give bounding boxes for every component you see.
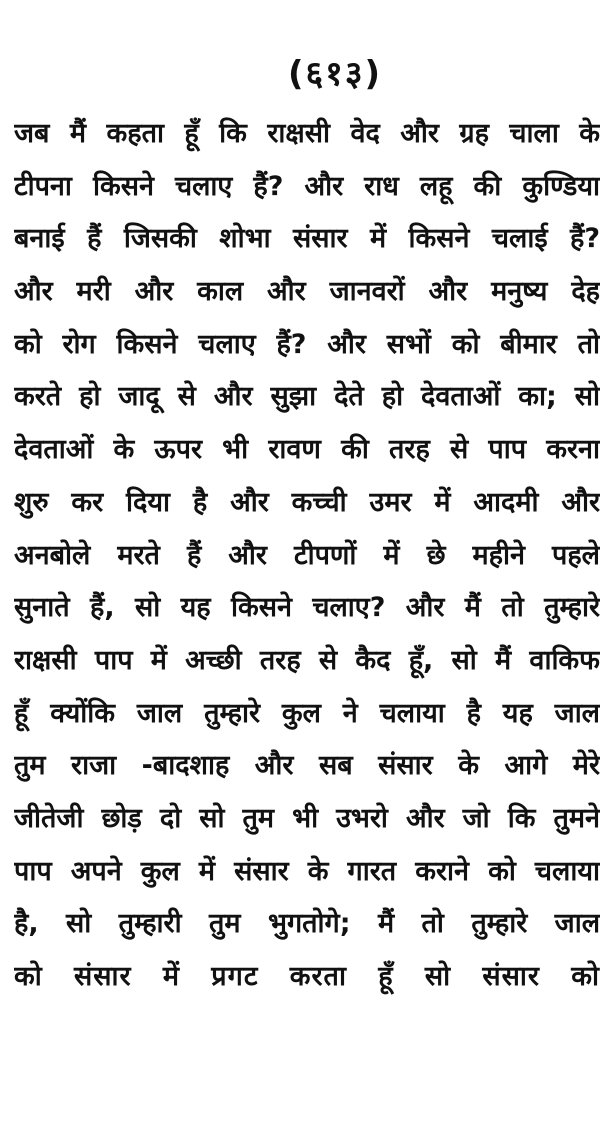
text-line: पाप अपने कुल में संसार के गारत कराने को चलाया [14, 855, 600, 887]
text-line: और मरी और काल और जानवरों और मनुष्य देह [14, 276, 600, 308]
text-line: को रोग किसने चलाए हैं? और सभों को बीमार तो [14, 328, 600, 360]
text-line: शुरु कर दिया है और कच्ची उमर में आदमी और [14, 486, 600, 518]
text-line: हूँ क्योंकि जाल तुम्हारे कुल ने चलाया है यह जाल [14, 697, 600, 729]
page-number: (६१३) [287, 54, 383, 94]
text-line: करते हो जादू से और सुझा देते हो देवताओं का; सो [14, 381, 600, 413]
text-line: को संसार में प्रगट करता हूँ सो संसार को [14, 961, 600, 992]
text-line: बनाई हैं जिसकी शोभा संसार में किसने चलाई हैं? [14, 223, 600, 255]
text-line: तुम राजा -बादशाह और सब संसार के आगे मेरे [14, 750, 600, 782]
text-line: जीतेजी छोड़ दो सो तुम भी उभरो और जो कि तुमने [14, 802, 600, 834]
text-line: टीपना किसने चलाए हैं? और राध लहू की कुण्डिया [14, 170, 600, 202]
text-line: जब मैं कहता हूँ कि राक्षसी वेद और ग्रह चाला के [14, 118, 600, 149]
text-line: अनबोले मरते हैं और टीपणों में छे महीने पहले [14, 539, 600, 571]
text-line: है, सो तुम्हारी तुम भुगतोगे; मैं तो तुम्हारे जाल [14, 908, 600, 940]
text-line: देवताओं के ऊपर भी रावण की तरह से पाप करना [14, 434, 600, 466]
text-line: सुनाते हैं, सो यह किसने चलाए? और मैं तो तुम्हारे [14, 592, 600, 624]
body-text [14, 108, 600, 1004]
text-line: राक्षसी पाप में अच्छी तरह से कैद हूँ, सो मैं वाकिफ [14, 644, 600, 676]
